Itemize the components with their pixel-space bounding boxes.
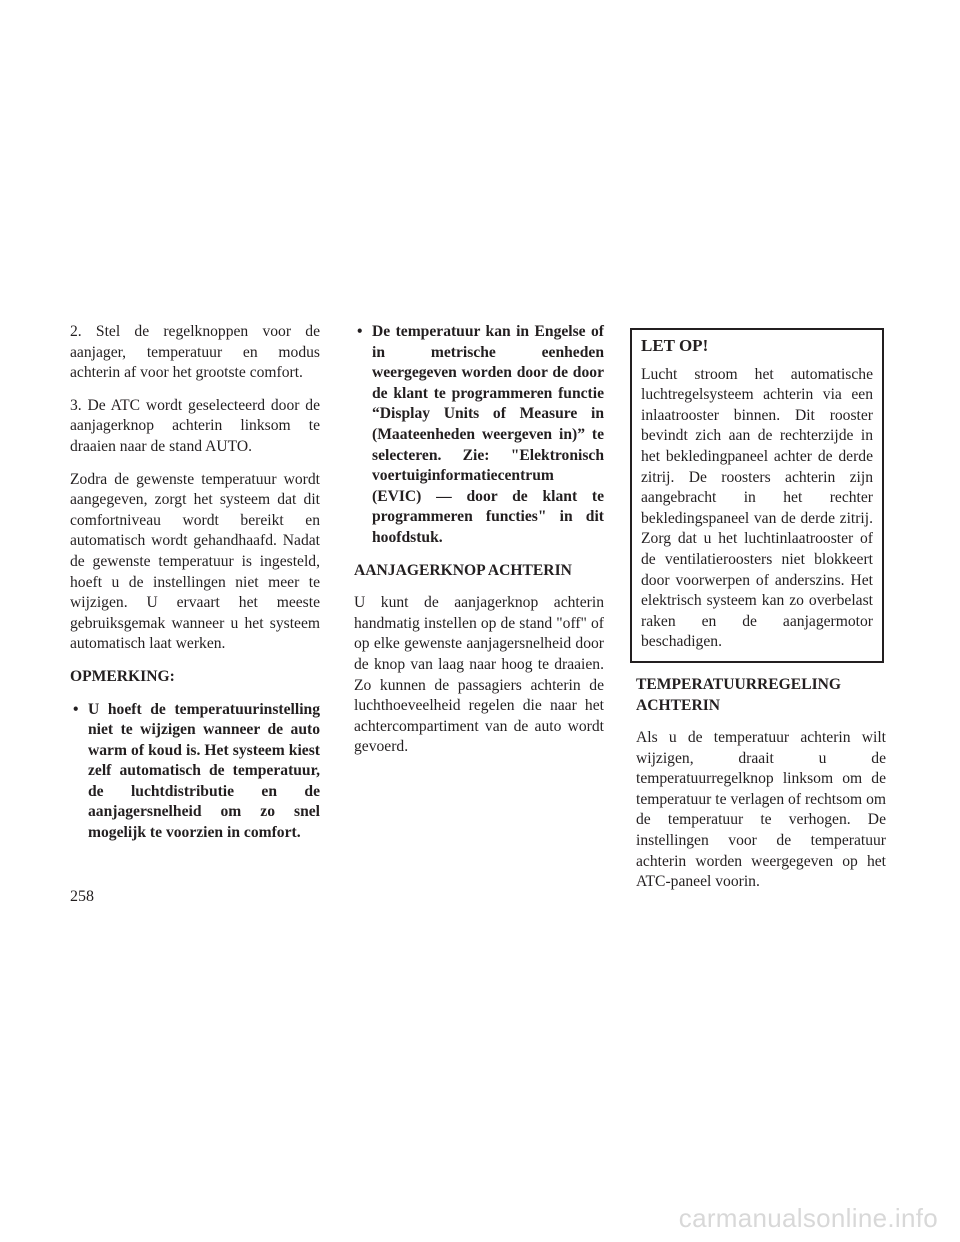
units-bullet bbox=[354, 322, 604, 549]
note-heading: OPMERKING: bbox=[70, 667, 175, 685]
column-left bbox=[70, 322, 320, 856]
note-bullet bbox=[70, 700, 320, 844]
column-middle bbox=[354, 322, 604, 770]
bullet-icon: • bbox=[357, 323, 363, 340]
section-heading-temperature: TEMPERATUURREGELING ACHTERIN bbox=[636, 675, 842, 714]
caution-text: Lucht stroom het automatische luchtregelsysteem achterin via een inlaatrooster binnen. Dit rooster bevindt zich aan de rechterzijde in het bekledingpaneel achter de derde zitrij. De roosters achterin zijn aangebracht in het rechter bekledingspaneel van de derde zitrij. Zorg dat u het luchtinlaatrooster of de ventilatieroosters niet blokkeert door voorwerpen of anderszins. Het elektrisch systeem kan zo overbelast raken en de aanjagermotor beschadigen. bbox=[641, 365, 873, 651]
blower-paragraph: U kunt de aanjagerknop achterin handmatig instellen op de stand "off" of op elke gewenste aanjagersnelheid door de knop van laag naar hoog te draaien. Zo kunnen de passagiers achterin de luchthoeveelheid regelen die naar het achtercompartiment van de auto wordt gevoerd. bbox=[354, 594, 604, 756]
note-bullet-text: U hoeft de temperatuurinstelling niet te wijzigen wanneer de auto warm of koud is. Het systeem kiest zelf automatisch de temperatuur, de luchtdistributie en de aanjagersnelheid om zo snel mogelijk te voorzien in comfort. bbox=[88, 700, 320, 842]
units-bullet-text: De temperatuur kan in Engelse of in metrische eenheden weergegeven worden door de door de klant te programmeren functie “Display Units of Measure in (Maateenheden weergeven in)” te selecteren. Zie: "Elektronisch voertuiginformatiecentrum (EVIC) — door de klant te programmeren functies" in dit hoofdstuk. bbox=[372, 323, 604, 546]
bullet-icon: • bbox=[73, 700, 79, 718]
temperature-paragraph: Als u de temperatuur achterin wilt wijzigen, draait u de temperatuurregelknop linksom om de temperatuur te verlagen of rechtsom om de temperatuur te verhogen. De instellingen voor de temperatuur achterin worden weergegeven op het ATC-paneel voorin. bbox=[636, 729, 886, 891]
caution-box bbox=[630, 328, 884, 663]
section-heading-blower: AANJAGERKNOP ACHTERIN bbox=[354, 561, 572, 579]
column-right bbox=[636, 322, 886, 905]
comfort-paragraph: Zodra de gewenste temperatuur wordt aangegeven, zorgt het systeem dat dit comfortniveau wordt bereikt en automatisch wordt gehandhaafd. Nadat de gewenste temperatuur is ingesteld, hoeft u de instellingen niet meer te wijzigen. U ervaart het meeste gebruiksgemak wanneer u het systeem automatisch laat werken. bbox=[70, 470, 320, 653]
page-number: 258 bbox=[70, 888, 94, 905]
caution-title: LET OP! bbox=[641, 336, 709, 355]
step-2-paragraph: 2. Stel de regelknoppen voor de aanjager, temperatuur en modus achterin af voor het grootste comfort. bbox=[70, 323, 320, 382]
watermark: carmanualsonline.info bbox=[678, 1203, 938, 1233]
step-3-paragraph: 3. De ATC wordt geselecteerd door de aanjagerknop achterin linksom te draaien naar de stand AUTO. bbox=[70, 396, 320, 455]
